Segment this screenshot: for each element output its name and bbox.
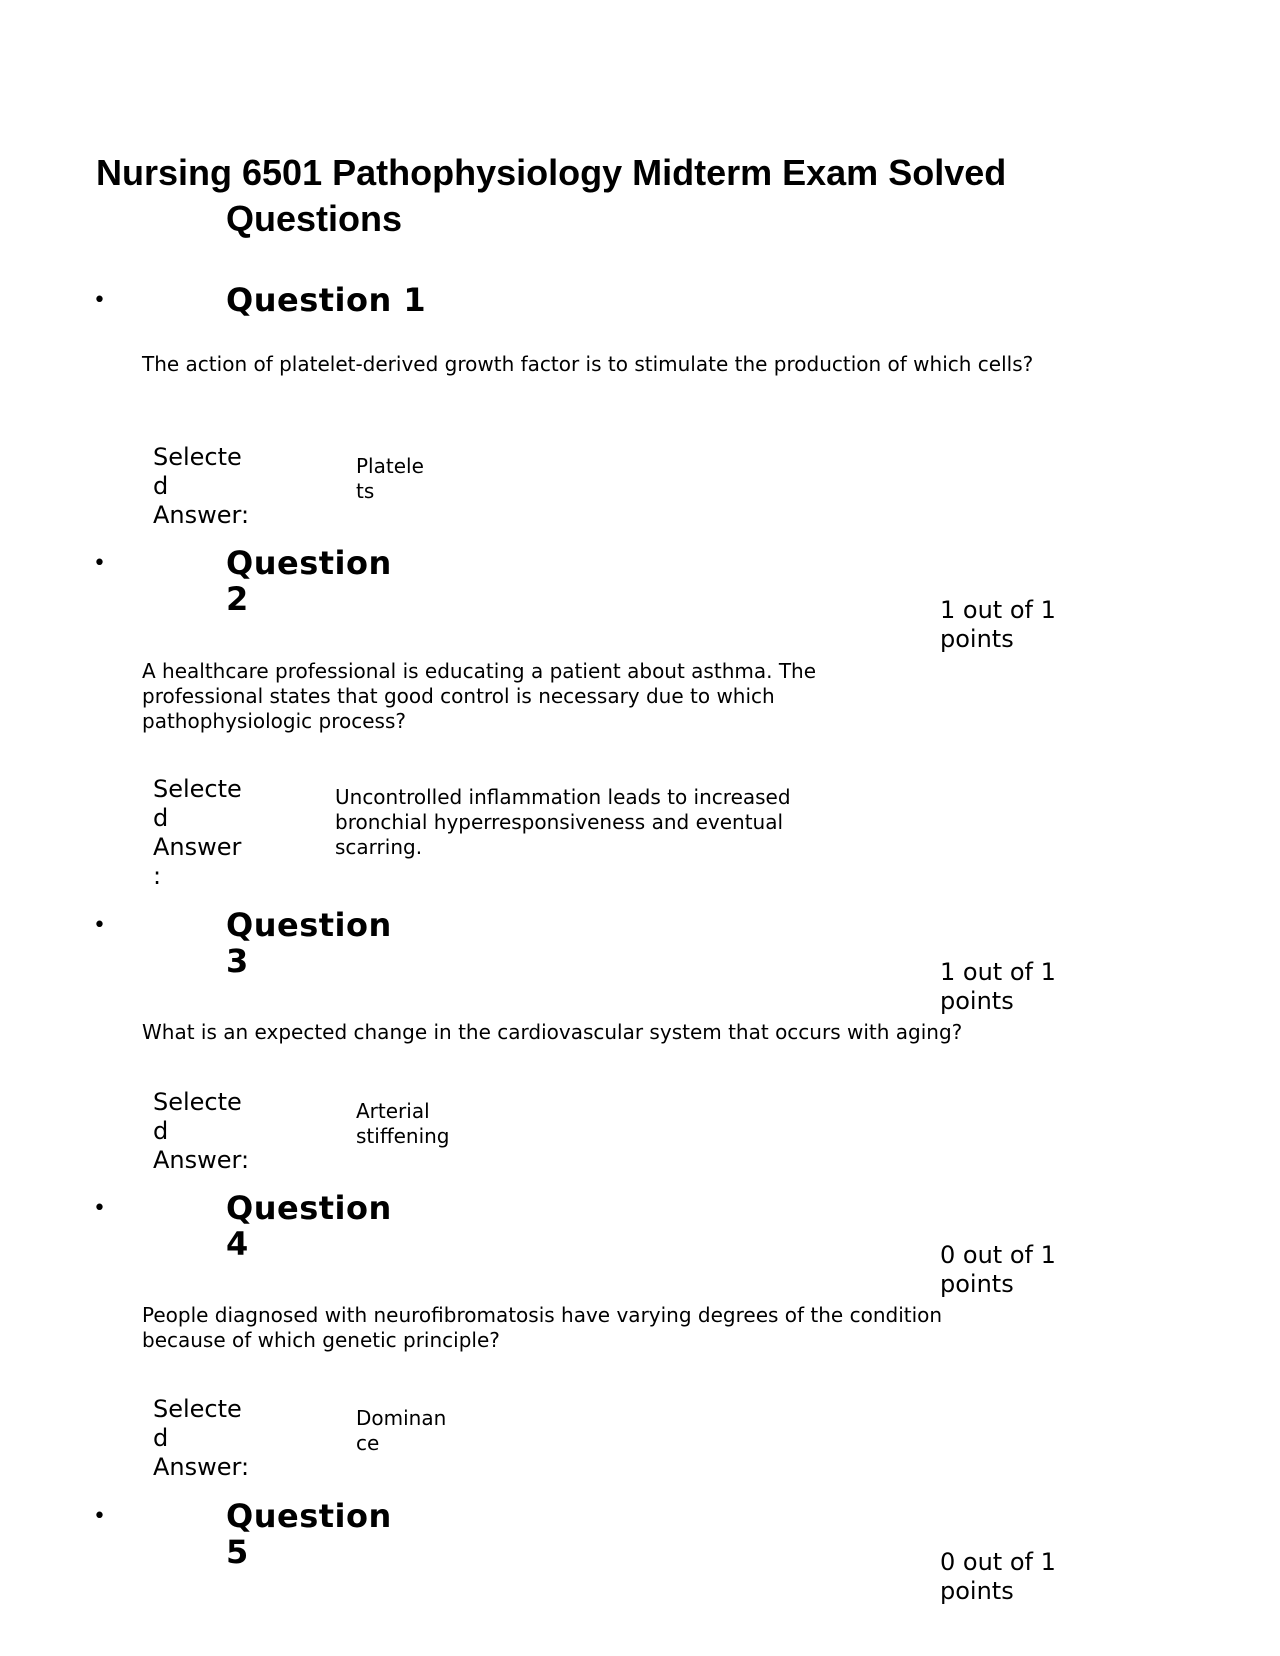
heading-line: Question — [226, 906, 392, 944]
heading-line: Question — [226, 544, 392, 582]
heading-line: 4 — [226, 1225, 249, 1263]
question-1-selected-label — [153, 443, 273, 530]
points-line: points — [940, 987, 1014, 1015]
label-line: : — [153, 862, 162, 890]
label-line: Answer — [153, 833, 242, 861]
points-line: 0 out of 1 — [940, 1548, 1056, 1576]
question-4-heading — [226, 1190, 426, 1262]
question-4-selected-label — [153, 1395, 273, 1482]
bullet-q5: • — [93, 1504, 106, 1529]
bullet-q4: • — [93, 1196, 106, 1221]
answer-line: Platele — [356, 454, 424, 478]
label-line: d — [153, 1117, 169, 1145]
question-4-points — [940, 1241, 1090, 1299]
question-5-points — [940, 1548, 1090, 1606]
question-2-points — [940, 596, 1090, 654]
points-line: 1 out of 1 — [940, 958, 1056, 986]
page-title — [96, 150, 1096, 242]
bullet-q3: • — [93, 913, 106, 938]
points-line: points — [940, 625, 1014, 653]
question-2-heading — [226, 545, 426, 617]
label-line: Selecte — [153, 443, 242, 471]
question-1-heading: Question 1 — [226, 281, 427, 319]
question-1-text: The action of platelet-derived growth factor is to stimulate the production of which cells? — [142, 352, 1034, 376]
answer-line: Arterial — [356, 1099, 430, 1123]
points-line: 0 out of 1 — [940, 1241, 1056, 1269]
page-title-line-2: Questions — [226, 198, 403, 239]
heading-line: Question — [226, 1189, 392, 1227]
label-line: d — [153, 1424, 169, 1452]
question-4-answer — [356, 1406, 466, 1456]
page-title-line-1: Nursing 6501 Pathophysiology Midterm Exam Solved — [96, 152, 1007, 193]
heading-line: 5 — [226, 1533, 249, 1571]
answer-line: ce — [356, 1431, 380, 1455]
label-line: Answer: — [153, 1453, 250, 1481]
question-1-answer — [356, 454, 446, 504]
question-3-heading — [226, 907, 426, 979]
answer-line: ts — [356, 479, 375, 503]
question-2-selected-label — [153, 775, 273, 891]
points-line: points — [940, 1577, 1014, 1605]
points-line: points — [940, 1270, 1014, 1298]
label-line: Selecte — [153, 775, 242, 803]
label-line: Selecte — [153, 1395, 242, 1423]
points-line: 1 out of 1 — [940, 596, 1056, 624]
question-3-text: What is an expected change in the cardiovascular system that occurs with aging? — [142, 1020, 963, 1044]
label-line: Answer: — [153, 1146, 250, 1174]
label-line: d — [153, 472, 169, 500]
bullet-q1: • — [93, 288, 106, 313]
answer-line: stiffening — [356, 1124, 450, 1148]
question-5-heading — [226, 1498, 426, 1570]
question-2-answer: Uncontrolled inflammation leads to increased bronchial hyperresponsiveness and eventual scarring. — [335, 785, 791, 859]
heading-line: Question — [226, 1497, 392, 1535]
question-2-text: A healthcare professional is educating a patient about asthma. The professional states that good control is necessary due to which pathophysiologic process? — [142, 659, 817, 733]
heading-line: 3 — [226, 942, 249, 980]
label-line: d — [153, 804, 169, 832]
bullet-q2: • — [93, 551, 106, 576]
question-3-selected-label — [153, 1088, 273, 1175]
label-line: Selecte — [153, 1088, 242, 1116]
question-3-points — [940, 958, 1090, 1016]
answer-line: Dominan — [356, 1406, 447, 1430]
heading-line: 2 — [226, 580, 249, 618]
question-3-answer — [356, 1099, 476, 1149]
question-4-text: People diagnosed with neurofibromatosis have varying degrees of the condition because of which genetic principle? — [142, 1303, 943, 1352]
label-line: Answer: — [153, 501, 250, 529]
